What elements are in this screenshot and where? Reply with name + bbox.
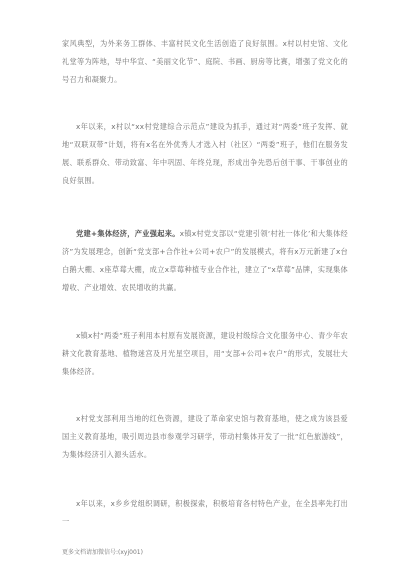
paragraph-6-text: x年以来，x乡乡党组织调研，积极探索，积极培育各村特色产业，在全县率先打出一 bbox=[62, 499, 348, 526]
footer-note: 更多文档请加微信号:(xyj001) bbox=[62, 549, 143, 556]
paragraph-5 bbox=[62, 410, 348, 464]
paragraph-4-text: x镇x村“两委”班子利用本村原有发展资源，建设村级综合文化服务中心、青少年农耕文化教育基地、植物迷宫及月光星空项目，用“支部+公司+农户”的形式，发展壮大集体经济。 bbox=[62, 331, 348, 376]
paragraph-3 bbox=[62, 225, 348, 297]
paragraph-3-lead: 党建+集体经济，产业强起来。 bbox=[76, 229, 180, 238]
paragraph-6 bbox=[62, 495, 348, 531]
paragraph-1-text: 家风典型，为外来务工群体、丰富村民文化生活创造了良好氛围。x村以村史馆、文化礼堂等为阵地，导中华宣、“美丽文化节”、庭院、书画、厨房等比赛，增强了党文化的号召力和凝聚力。 bbox=[62, 39, 348, 84]
paragraph-1 bbox=[62, 35, 348, 89]
paragraph-4 bbox=[62, 327, 348, 381]
paragraph-2-text: x年以来，x村以“xx村党建综合示范点”建设为抓手，通过对“两委”班子发挥、就地“双联双带”计划，将有x名在外优秀人才选入村（社区）“两委”班子，他们在服务发展、联系群众、带动致富、年中巩固、年终兑现，形成出争先恐后创干事、干事创业的良好氛围。 bbox=[62, 122, 348, 185]
paragraph-3-text: x镇x村党支部以“党建引领‘村社一体化’和大集体经济”为发展理念，创新“党支部+合作社+公司+农户”的发展模式，将有x万元新建了x台白鹅大棚、x座草莓大棚，成立x草莓种植专业合作社，建立了“x草莓”品牌，实现集体增收、产业增效、农民增收的共赢。 bbox=[62, 229, 348, 292]
paragraph-2 bbox=[62, 118, 348, 190]
paragraph-5-text: x村党支部利用当地的红色资源，建设了革命家史馆与教育基地，使之成为该县爱国主义教育基地，吸引周边县市参观学习研学，带动村集体开发了一批“红色旅游线”，为集体经济引入源头活水。 bbox=[62, 414, 348, 459]
